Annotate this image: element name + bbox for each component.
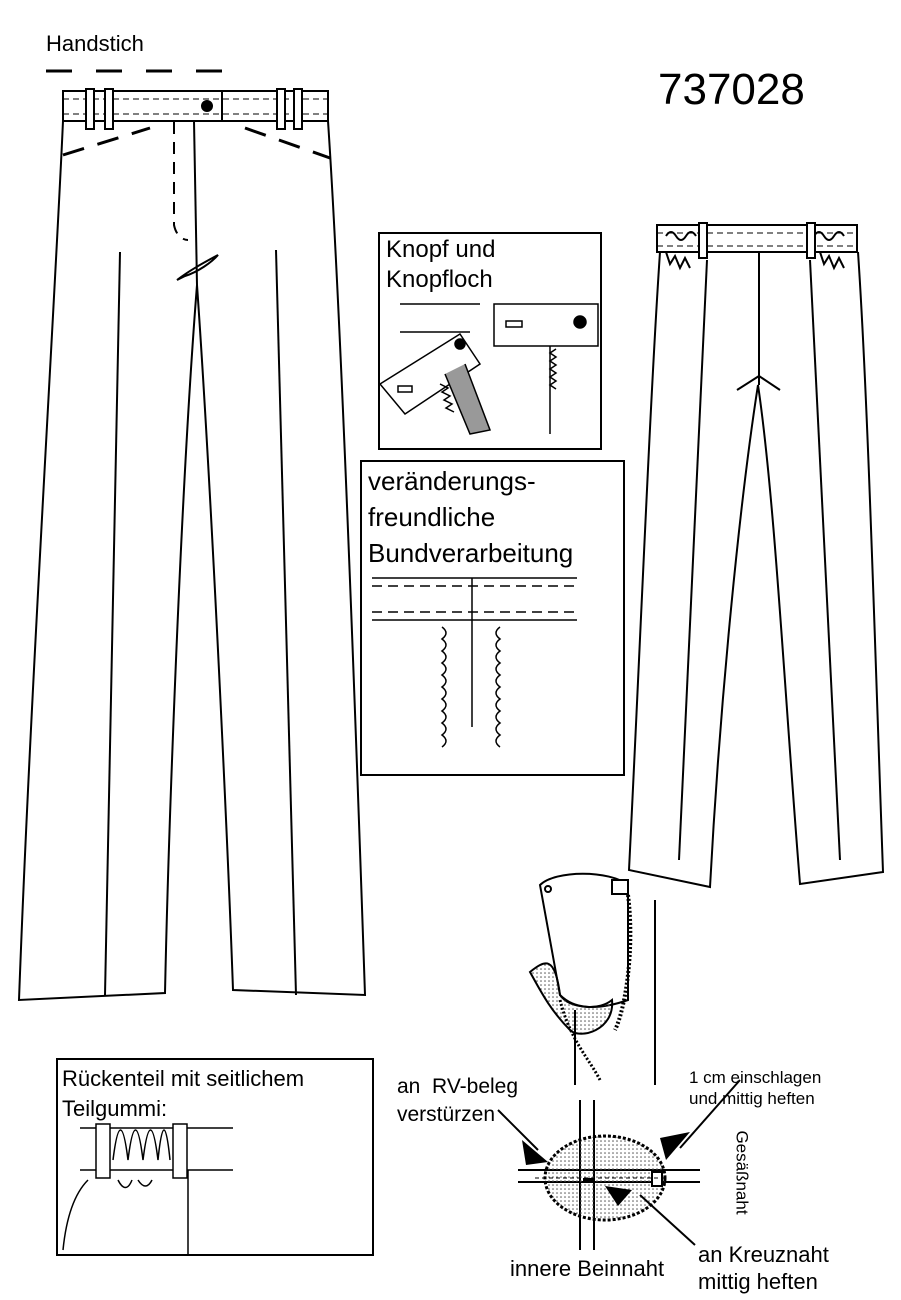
waistband-detail-title-line1: veränderungs-: [368, 466, 536, 496]
crotch-seam-label-line1: an Kreuznaht: [698, 1242, 829, 1267]
waistband-detail-title-line2: freundliche: [368, 502, 496, 532]
handstitch-legend-label: Handstich: [46, 31, 144, 56]
rv-facing-label-line2: verstürzen: [397, 1103, 496, 1126]
pattern-number: 737028: [658, 65, 805, 114]
inseam-label: innere Beinnaht: [510, 1256, 665, 1281]
fold-label-line1: 1 cm einschlagen: [689, 1068, 822, 1087]
rv-facing-label-line1: an RV-beleg: [397, 1075, 519, 1098]
back-elastic-title-line2: Teilgummi:: [62, 1096, 168, 1121]
back-elastic-title-line1: Rückenteil mit seitlichem: [62, 1066, 305, 1091]
button-detail-title-line2: Knopfloch: [386, 266, 493, 293]
crotch-seam-label-line2: mittig heften: [698, 1269, 818, 1294]
waistband-detail-title-line3: Bundverarbeitung: [368, 538, 574, 568]
seat-seam-label: Gesäßnaht: [732, 1130, 752, 1215]
button-detail-title-line1: Knopf und: [386, 236, 496, 263]
fold-label-line2: und mittig heften: [689, 1089, 815, 1108]
